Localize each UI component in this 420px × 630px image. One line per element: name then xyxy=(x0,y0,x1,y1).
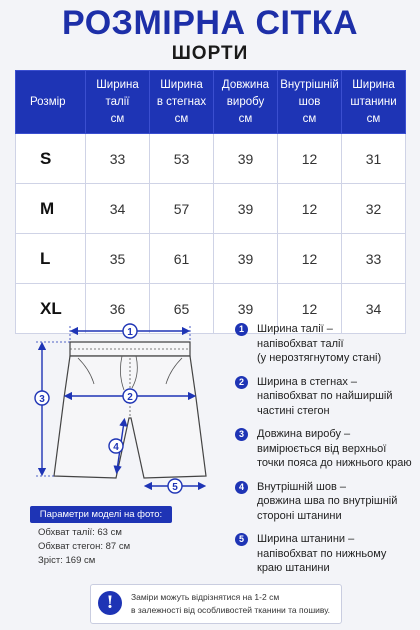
legend-line: точки пояса до нижнього краю xyxy=(257,457,412,469)
marker-label: 1 xyxy=(127,327,133,338)
legend-line: довжина шва по внутрішній xyxy=(257,495,398,507)
marker-label: 2 xyxy=(127,392,133,403)
header-line: талії xyxy=(105,95,130,108)
model-params-title: Параметри моделі на фото: xyxy=(30,506,172,523)
header-inseam xyxy=(278,71,342,134)
legend-line: Внутрішній шов – xyxy=(257,480,347,493)
legend-line: напівобхват по найширшій xyxy=(257,390,393,402)
page-title: РОЗМІРНА СІТКА xyxy=(61,4,359,42)
header-waist xyxy=(86,71,150,134)
table-cell: 35 xyxy=(86,234,150,284)
number-badge: 4 xyxy=(235,481,248,494)
table-cell: 34 xyxy=(86,184,150,234)
marker-4 xyxy=(109,439,123,453)
legend-line: Ширина талії – xyxy=(257,323,333,335)
exclamation-icon: ! xyxy=(98,591,122,615)
size-cell: S xyxy=(16,134,86,184)
table-cell: 12 xyxy=(278,184,342,234)
note-text xyxy=(131,591,336,617)
table-cell: 34 xyxy=(342,284,406,334)
disclaimer-note xyxy=(90,584,342,624)
legend-line: напівобхват по нижньому xyxy=(257,547,387,560)
marker-5 xyxy=(168,479,182,493)
header-label: Розмір xyxy=(30,95,66,108)
header-length xyxy=(214,71,278,134)
header-line: Ширина xyxy=(96,78,139,91)
number-badge: 1 xyxy=(235,323,248,336)
legend-line: стороні штанини xyxy=(257,509,342,522)
model-param-waist: Обхват талії: 63 см xyxy=(38,527,122,538)
table-cell: 12 xyxy=(278,134,342,184)
legend-line: Ширина в стегнах – xyxy=(257,375,358,388)
header-size xyxy=(16,71,86,134)
header-unit: см xyxy=(238,112,253,125)
marker-label: 3 xyxy=(39,394,45,405)
legend-line: (у нерозтягнутому стані) xyxy=(257,352,382,364)
header-line: Ширина xyxy=(352,78,395,91)
marker-label: 5 xyxy=(172,482,178,493)
shorts-diagram xyxy=(18,318,228,498)
header-hips xyxy=(150,71,214,134)
marker-2 xyxy=(123,389,137,403)
legend-item-leg-width xyxy=(235,532,420,576)
marker-1 xyxy=(123,324,137,338)
table-cell: 36 xyxy=(86,284,150,334)
note-line: Заміри можуть відрізнятися на 1-2 см xyxy=(131,592,280,602)
header-line: Внутрішній xyxy=(280,78,339,91)
model-params xyxy=(38,526,130,568)
legend-item-hips xyxy=(235,375,420,419)
header-line: шов xyxy=(298,95,321,108)
table-row xyxy=(16,134,406,184)
table-cell: 39 xyxy=(214,134,278,184)
header-leg-width xyxy=(342,71,406,134)
table-header-row xyxy=(16,71,406,134)
number-badge: 2 xyxy=(235,376,248,389)
legend-item-inseam xyxy=(235,480,420,524)
table-cell: 53 xyxy=(150,134,214,184)
legend-line: Довжина виробу – xyxy=(257,428,351,440)
legend-line: частині стегон xyxy=(257,404,330,417)
legend-item-waist xyxy=(235,322,420,366)
model-param-height: Зріст: 169 см xyxy=(38,555,96,566)
table-cell: 33 xyxy=(86,134,150,184)
measurement-legend xyxy=(235,322,420,585)
header-line: в стегнах xyxy=(156,95,207,108)
header-line: Довжина xyxy=(221,78,270,91)
number-badge: 5 xyxy=(235,533,248,546)
marker-3 xyxy=(35,391,49,405)
header-line: штанини xyxy=(350,95,397,108)
legend-line: Ширина штанини – xyxy=(257,533,355,545)
legend-line: напівобхват талії xyxy=(257,337,344,350)
header-unit: см xyxy=(366,112,381,125)
number-badge: 3 xyxy=(235,428,248,441)
header-line: виробу xyxy=(226,95,265,108)
size-table xyxy=(15,70,406,334)
legend-line: краю штанини xyxy=(257,562,330,574)
header-unit: см xyxy=(110,112,125,125)
table-row xyxy=(16,184,406,234)
size-cell: XL xyxy=(16,284,86,334)
table-cell: 61 xyxy=(150,234,214,284)
table-cell: 39 xyxy=(214,234,278,284)
table-cell: 57 xyxy=(150,184,214,234)
model-param-hips: Обхват стегон: 87 см xyxy=(38,541,131,552)
table-cell: 31 xyxy=(342,134,406,184)
size-cell: L xyxy=(16,234,86,284)
table-cell: 65 xyxy=(150,284,214,334)
header-unit: см xyxy=(174,112,189,125)
table-cell: 39 xyxy=(214,284,278,334)
marker-label: 4 xyxy=(113,442,119,453)
table-cell: 32 xyxy=(342,184,406,234)
note-line: в залежності від особливостей тканини та пошиву. xyxy=(131,605,330,615)
page-subtitle: ШОРТИ xyxy=(171,43,249,64)
legend-line: вимірюється від верхньої xyxy=(257,442,387,455)
table-row xyxy=(16,234,406,284)
header-line: Ширина xyxy=(160,78,203,91)
size-cell: M xyxy=(16,184,86,234)
table-cell: 39 xyxy=(214,184,278,234)
table-cell: 12 xyxy=(278,284,342,334)
table-cell: 12 xyxy=(278,234,342,284)
table-cell: 33 xyxy=(342,234,406,284)
header-unit: см xyxy=(302,112,317,125)
legend-item-length xyxy=(235,427,420,471)
